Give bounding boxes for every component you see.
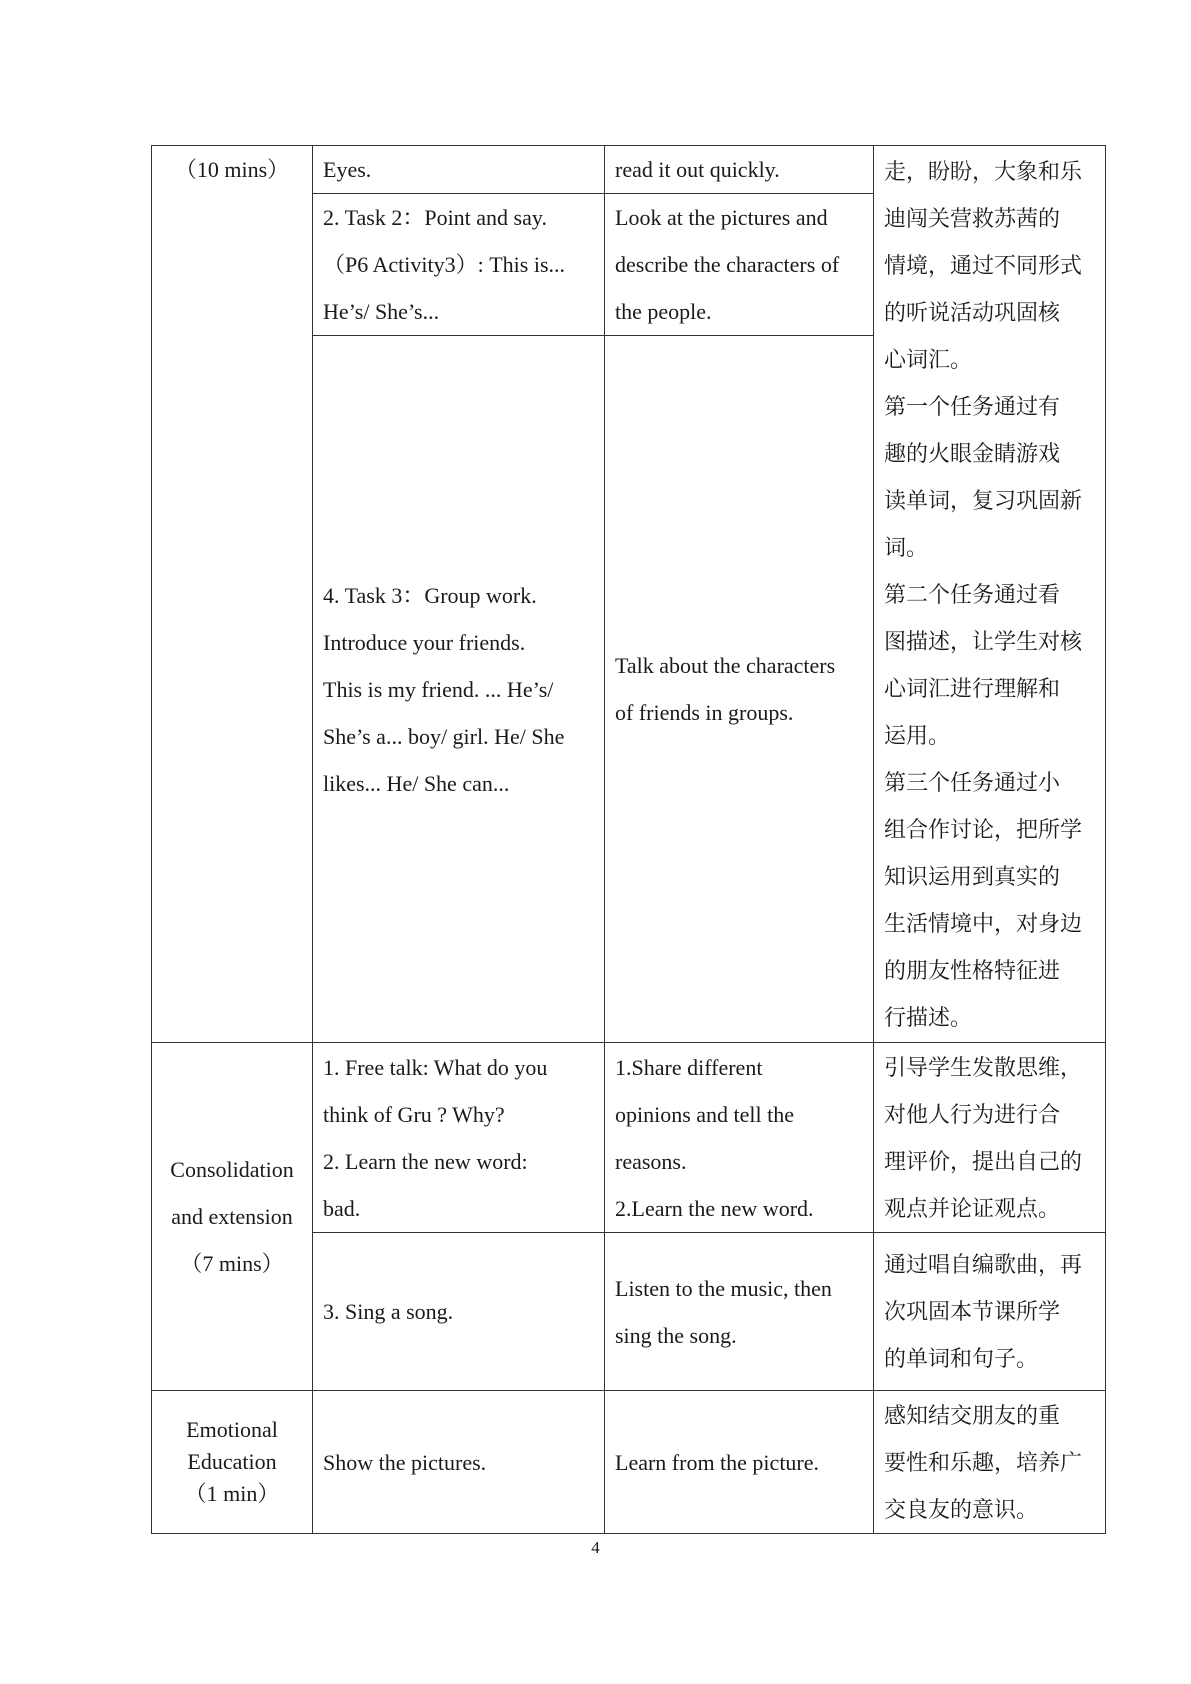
- design-intent-cell: 感知结交朋友的重 要性和乐趣，培养广 交良友的意识。: [874, 1391, 1106, 1534]
- table-row: [152, 146, 1106, 194]
- student-activity-cell: read it out quickly.: [605, 146, 874, 194]
- activity-cell: 3. Sing a song.: [313, 1233, 605, 1391]
- activity-cell: 4. Task 3：Group work. Introduce your friends. This is my friend. ... He’s/ She’s a... boy/ girl. He/ She likes... He/ She can...: [313, 336, 605, 1043]
- student-activity-cell: 1.Share different opinions and tell the reasons. 2.Learn the new word.: [605, 1043, 874, 1233]
- activity-cell: Show the pictures.: [313, 1391, 605, 1534]
- lesson-plan-table: [151, 145, 1106, 1534]
- page-number: 4: [591, 1538, 600, 1557]
- table-row: [152, 1391, 1106, 1534]
- stage-cell: （10 mins）: [152, 146, 313, 1043]
- activity-cell: 2. Task 2：Point and say. （P6 Activity3）: This is... He’s/ She’s...: [313, 194, 605, 336]
- student-activity-cell: Learn from the picture.: [605, 1391, 874, 1534]
- design-intent-cell: 走，盼盼，大象和乐 迪闯关营救苏茜的 情境，通过不同形式 的听说活动巩固核 心词汇。 第一个任务通过有 趣的火眼金睛游戏 读单词，复习巩固新 词。 第二个任务通过看 图描述，让学生对核 心词汇进行理解和 运用。 第三个任务通过小 组合作讨论，把所学 知识运用到真实的 生活情境中，对身边 的朋友性格特征进 行描述。: [874, 146, 1106, 1043]
- design-intent-cell: 引导学生发散思维， 对他人行为进行合 理评价，提出自己的 观点并论证观点。: [874, 1043, 1106, 1233]
- stage-cell: Consolidation and extension （7 mins）: [152, 1043, 313, 1391]
- activity-cell: Eyes.: [313, 146, 605, 194]
- activity-cell: 1. Free talk: What do you think of Gru ? Why? 2. Learn the new word: bad.: [313, 1043, 605, 1233]
- stage-cell: Emotional Education （1 min）: [152, 1391, 313, 1534]
- student-activity-cell: Look at the pictures and describe the characters of the people.: [605, 194, 874, 336]
- student-activity-cell: Listen to the music, then sing the song.: [605, 1233, 874, 1391]
- table-row: [152, 1043, 1106, 1233]
- design-intent-cell: 通过唱自编歌曲，再 次巩固本节课所学 的单词和句子。: [874, 1233, 1106, 1391]
- student-activity-cell: Talk about the characters of friends in groups.: [605, 336, 874, 1043]
